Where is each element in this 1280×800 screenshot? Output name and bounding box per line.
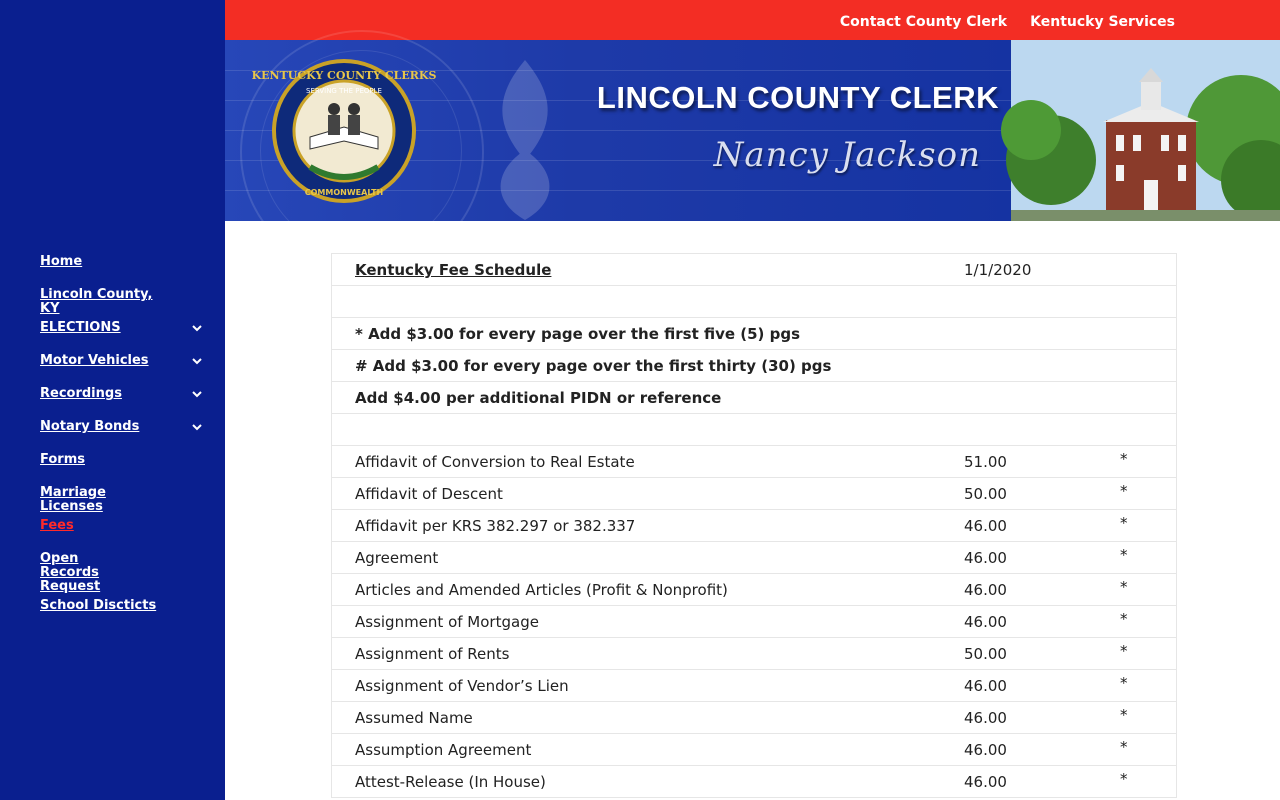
table-row — [332, 638, 1176, 670]
kentucky-services-link[interactable]: Kentucky Services — [1030, 14, 1175, 30]
fee-mark: * — [1120, 738, 1128, 756]
nav-item-home[interactable] — [40, 253, 215, 286]
table-note-row — [332, 382, 1176, 414]
sidebar-nav — [40, 253, 215, 630]
svg-text:SERVING THE PEOPLE: SERVING THE PEOPLE — [306, 87, 382, 95]
fee-amount: 46.00 — [964, 517, 1007, 535]
fee-name: Affidavit per KRS 382.297 or 382.337 — [355, 517, 636, 535]
county-clerks-seal — [251, 57, 437, 205]
fee-amount: 46.00 — [964, 709, 1007, 727]
nav-item-school-districts[interactable] — [40, 597, 215, 630]
fee-name: Assignment of Mortgage — [355, 613, 539, 631]
nav-label[interactable]: Lincoln County, KY — [40, 287, 153, 316]
table-row — [332, 606, 1176, 638]
nav-item-recordings[interactable] — [40, 385, 215, 418]
nav-label[interactable]: Fees — [40, 518, 74, 533]
fee-name: Affidavit of Descent — [355, 485, 503, 503]
svg-text:COMMONWEALTH: COMMONWEALTH — [304, 188, 384, 197]
fee-amount: 51.00 — [964, 453, 1007, 471]
table-row — [332, 734, 1176, 766]
banner-subtitle: Nancy Jackson — [713, 135, 981, 175]
chevron-down-icon[interactable] — [191, 421, 203, 433]
table-note-row — [332, 318, 1176, 350]
table-spacer-row — [332, 414, 1176, 446]
decorative-leaf-icon — [480, 60, 570, 220]
table-spacer-row — [332, 286, 1176, 318]
nav-label[interactable]: Notary Bonds — [40, 419, 140, 434]
note-text: Add $4.00 per additional PIDN or reference — [355, 389, 722, 407]
fee-mark: * — [1120, 450, 1128, 468]
fee-mark: * — [1120, 642, 1128, 660]
top-links — [822, 11, 1175, 30]
nav-item-marriage-licenses[interactable] — [40, 484, 215, 517]
nav-label[interactable]: School Discticts — [40, 598, 157, 613]
fee-name: Assumption Agreement — [355, 741, 532, 759]
table-row — [332, 478, 1176, 510]
svg-text:KENTUCKY COUNTY CLERKS: KENTUCKY COUNTY CLERKS — [251, 69, 437, 82]
fee-name: Articles and Amended Articles (Profit & Nonprofit) — [355, 581, 728, 599]
sidebar — [0, 0, 225, 800]
fee-mark: * — [1120, 706, 1128, 724]
nav-item-forms[interactable] — [40, 451, 215, 484]
note-text: # Add $3.00 for every page over the first thirty (30) pgs — [355, 357, 832, 375]
nav-label[interactable]: Recordings — [40, 386, 122, 401]
fee-mark: * — [1120, 770, 1128, 788]
table-row — [332, 702, 1176, 734]
note-text: * Add $3.00 for every page over the first five (5) pgs — [355, 325, 801, 343]
fee-mark: * — [1120, 546, 1128, 564]
fee-name: Attest-Release (In House) — [355, 773, 546, 791]
fee-schedule-table — [331, 253, 1177, 798]
table-row — [332, 670, 1176, 702]
chevron-down-icon[interactable] — [191, 388, 203, 400]
fee-mark: * — [1120, 482, 1128, 500]
fee-schedule-title[interactable]: Kentucky Fee Schedule — [355, 261, 552, 279]
chevron-down-icon[interactable] — [191, 322, 203, 334]
fee-schedule-date: 1/1/2020 — [964, 261, 1032, 279]
fee-name: Agreement — [355, 549, 439, 567]
fee-mark: * — [1120, 674, 1128, 692]
nav-label[interactable]: Home — [40, 254, 83, 269]
nav-item-lincoln-county[interactable] — [40, 286, 215, 319]
table-row — [332, 446, 1176, 478]
table-header-row — [332, 254, 1176, 286]
nav-item-motor-vehicles[interactable] — [40, 352, 215, 385]
fee-amount: 46.00 — [964, 677, 1007, 695]
fee-name: Assignment of Vendor’s Lien — [355, 677, 569, 695]
nav-label[interactable]: ELECTIONS — [40, 320, 121, 335]
fee-amount: 46.00 — [964, 741, 1007, 759]
table-row — [332, 542, 1176, 574]
contact-county-clerk-link[interactable]: Contact County Clerk — [839, 14, 1008, 30]
fee-mark: * — [1120, 610, 1128, 628]
fee-amount: 50.00 — [964, 485, 1007, 503]
nav-label[interactable]: Marriage Licenses — [40, 485, 106, 514]
chevron-down-icon[interactable] — [191, 355, 203, 367]
nav-item-notary-bonds[interactable] — [40, 418, 215, 451]
fee-name: Assumed Name — [355, 709, 473, 727]
fee-amount: 46.00 — [964, 773, 1007, 791]
nav-item-fees[interactable] — [40, 517, 215, 550]
banner-title: LINCOLN COUNTY CLERK — [596, 80, 999, 115]
header-banner — [225, 40, 1011, 221]
fee-amount: 46.00 — [964, 549, 1007, 567]
fee-name: Assignment of Rents — [355, 645, 510, 663]
nav-item-elections[interactable] — [40, 319, 215, 352]
fee-amount: 50.00 — [964, 645, 1007, 663]
fee-mark: * — [1120, 514, 1128, 532]
courthouse-photo — [1011, 40, 1280, 221]
nav-item-open-records[interactable] — [40, 550, 215, 597]
table-row — [332, 510, 1176, 542]
table-row — [332, 766, 1176, 798]
table-note-row — [332, 350, 1176, 382]
fee-amount: 46.00 — [964, 613, 1007, 631]
fee-name: Affidavit of Conversion to Real Estate — [355, 453, 635, 471]
nav-label[interactable]: Motor Vehicles — [40, 353, 149, 368]
table-row — [332, 574, 1176, 606]
fee-amount: 46.00 — [964, 581, 1007, 599]
nav-label[interactable]: Open Records Request — [40, 551, 101, 594]
fee-mark: * — [1120, 578, 1128, 596]
nav-label[interactable]: Forms — [40, 452, 85, 467]
